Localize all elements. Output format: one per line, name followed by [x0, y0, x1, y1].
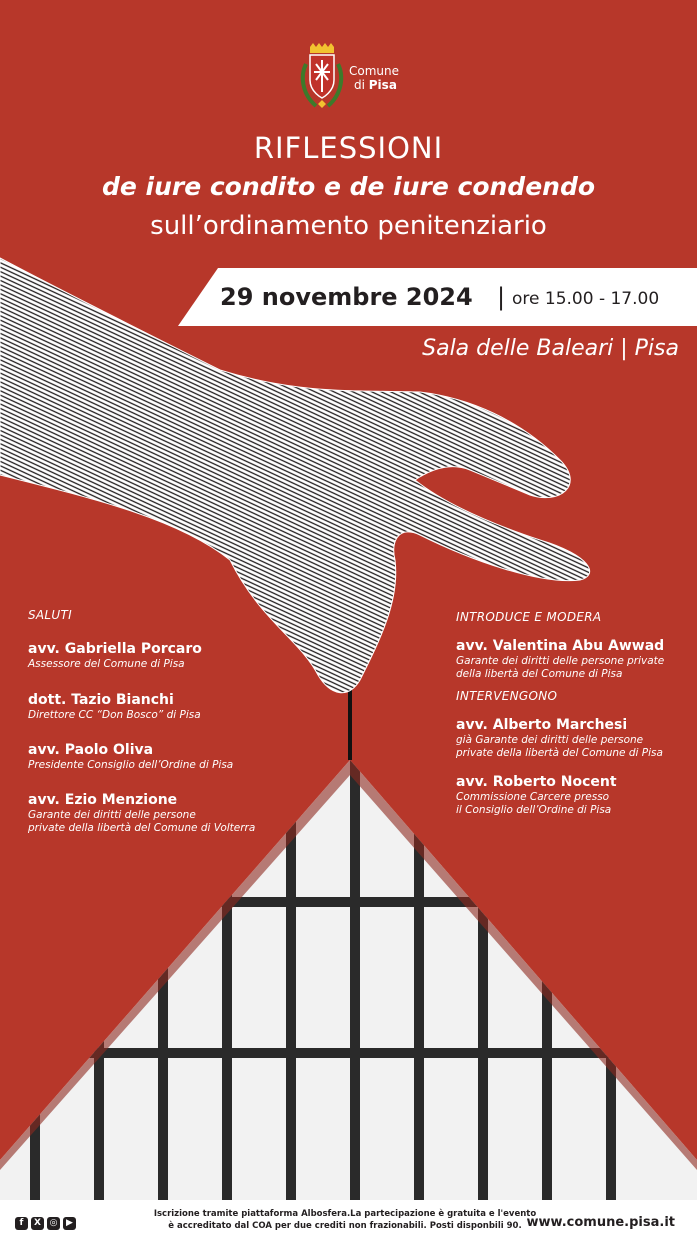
speaker-entry: [28, 641, 328, 671]
speaker-name: avv. Alberto Marchesi: [456, 717, 628, 733]
speaker-role: Direttore CC “Don Bosco” di Pisa: [28, 709, 201, 721]
logo-line1: Comune: [349, 64, 400, 78]
youtube-icon[interactable]: ▶: [63, 1217, 76, 1230]
note-line: è accreditato dal COA per due crediti non frazionabili. Posti disponbili 90.: [168, 1221, 522, 1231]
section-intervengono: INTERVENGONO: [456, 689, 558, 703]
facebook-icon[interactable]: f: [15, 1217, 28, 1230]
speaker-name: avv. Gabriella Porcaro: [28, 641, 202, 657]
moderator-name: avv. Valentina Abu Awwad: [456, 638, 665, 654]
title-subtitle-italic: de iure condito e de iure condendo: [101, 172, 596, 201]
speaker-name: dott. Tazio Bianchi: [28, 692, 174, 708]
speaker-role: il Consiglio dell’Ordine di Pisa: [456, 804, 612, 816]
speaker-entry: [456, 774, 692, 817]
website-link[interactable]: www.comune.pisa.it: [526, 1215, 675, 1230]
section-saluti: SALUTI: [28, 608, 72, 622]
section-introduce: INTRODUCE E MODERA: [456, 610, 602, 624]
speaker-role: già Garante dei diritti delle persone: [456, 734, 644, 746]
speaker-role: private della libertà del Comune di Pisa: [456, 747, 663, 759]
left-column: [28, 608, 328, 835]
speaker-role: Commissione Carcere presso: [456, 791, 610, 803]
event-time: ore 15.00 - 17.00: [512, 289, 660, 309]
event-venue: Sala delle Baleari | Pisa: [422, 336, 679, 361]
event-date: 29 novembre 2024: [220, 283, 473, 311]
social-icons: [15, 1217, 76, 1230]
title-subtitle: sull’ordinamento penitenziario: [150, 211, 547, 241]
speaker-entry: [28, 692, 328, 722]
speaker-entry: [28, 742, 328, 772]
logo-line2: di Pisa: [354, 78, 397, 92]
date-separator: |: [497, 283, 506, 311]
logo-wordmark: [349, 64, 399, 92]
speaker-name: avv. Paolo Oliva: [28, 742, 154, 758]
speaker-name: avv. Ezio Menzione: [28, 792, 178, 808]
instagram-icon[interactable]: ◎: [47, 1217, 60, 1230]
speaker-role: Presidente Consiglio dell’Ordine di Pisa: [28, 759, 234, 771]
speaker-entry: [28, 792, 328, 835]
speaker-role: Garante dei diritti delle persone: [28, 809, 196, 821]
speaker-role: Assessore del Comune di Pisa: [28, 658, 185, 670]
moderator-entry: [456, 638, 692, 681]
speaker-role: private della libertà del Comune di Volterra: [28, 822, 256, 834]
moderator-role: Garante dei diritti delle persone private: [456, 655, 665, 667]
title-main: RIFLESSIONI: [253, 131, 444, 165]
right-column: [456, 610, 692, 817]
note-line: Iscrizione tramite piattaforma Albosfera.La partecipazione è gratuita e l'evento: [153, 1209, 537, 1219]
x-icon[interactable]: X: [31, 1217, 44, 1230]
registration-note: [150, 1208, 540, 1232]
speaker-entry: [456, 717, 692, 760]
speaker-name: avv. Roberto Nocent: [456, 774, 617, 790]
moderator-role: della libertà del Comune di Pisa: [456, 668, 623, 680]
